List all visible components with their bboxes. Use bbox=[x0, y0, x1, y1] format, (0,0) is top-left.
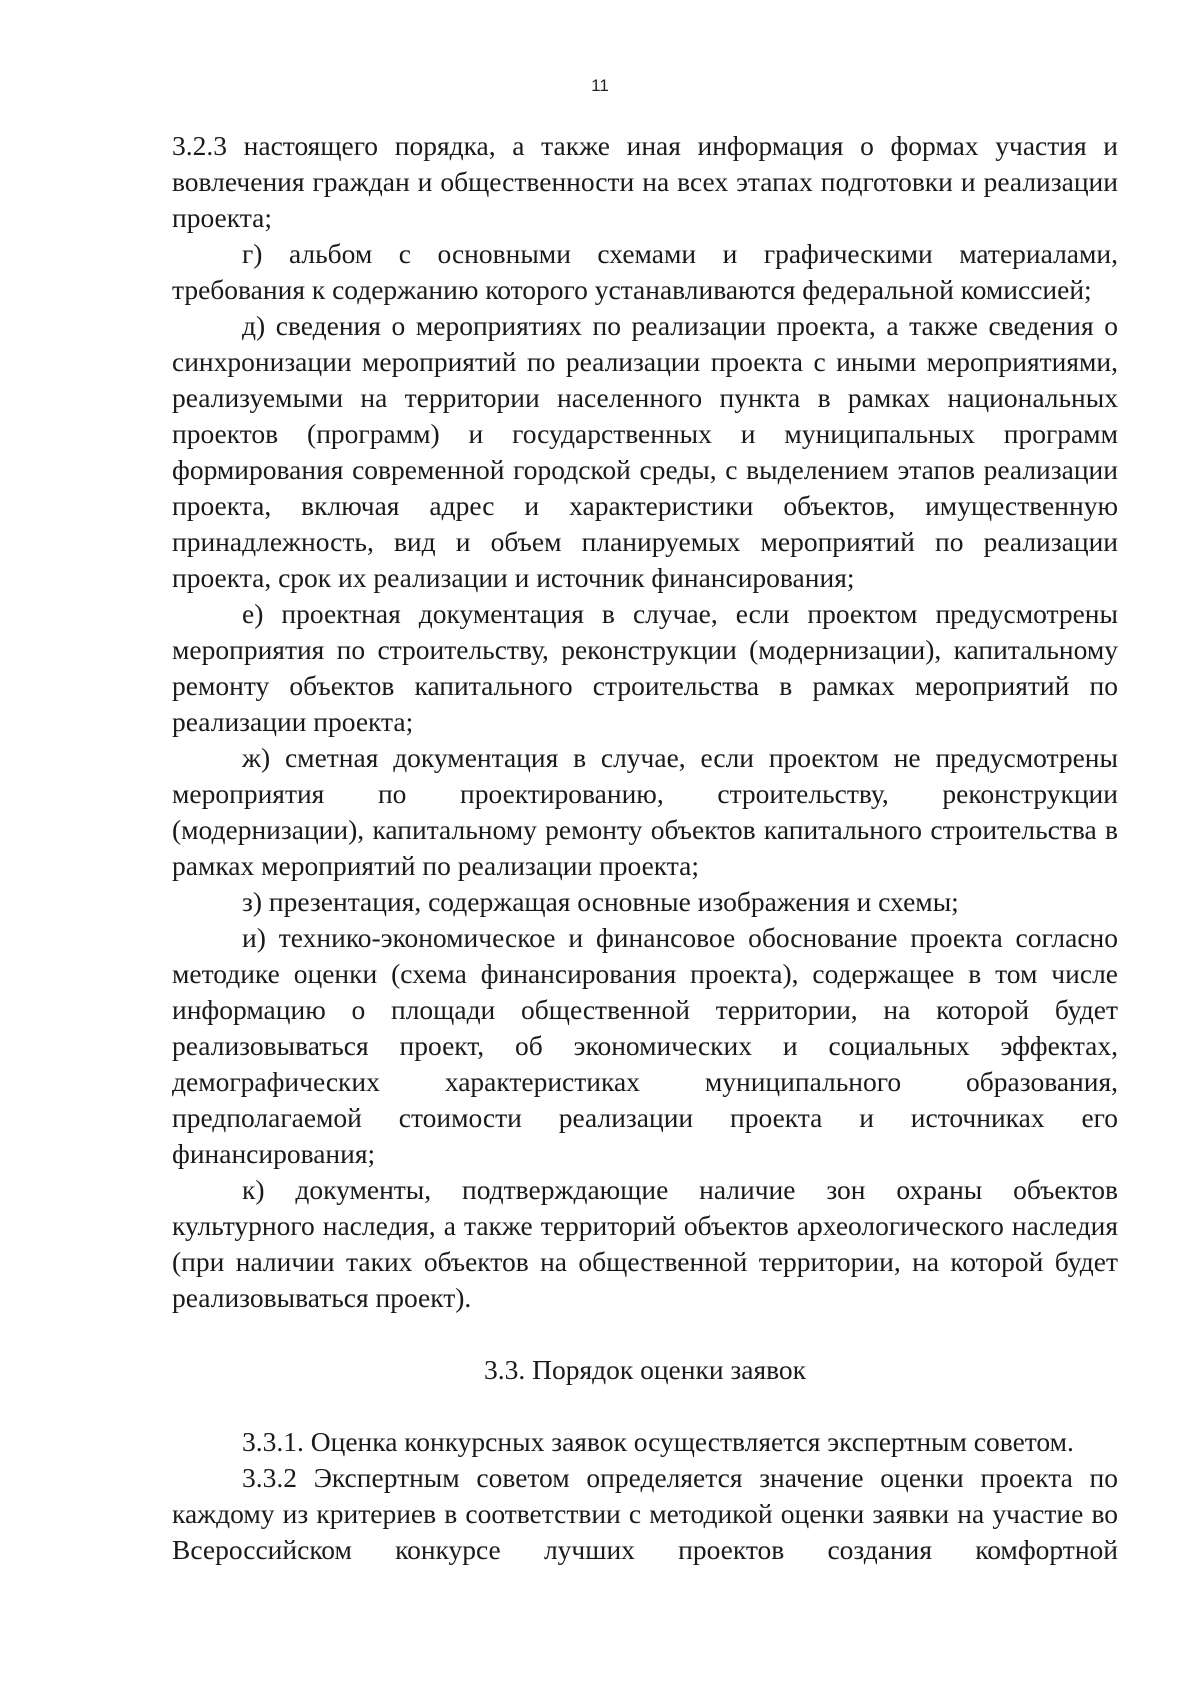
paragraph-item-g: г) альбом с основными схемами и графическими материалами, требования к содержанию которого устанавливаются федеральной комиссией; bbox=[172, 238, 1118, 305]
paragraph-item-z: з) презентация, содержащая основные изображения и схемы; bbox=[242, 886, 959, 917]
paragraph-item-d: д) сведения о мероприятиях по реализации проекта, а также сведения о синхронизации мероприятий по реализации проекта с иными мероприятиями, реализуемыми на территории населенного пункта в рамках национальных проектов (программ) и государственных и муниципальных программ формирования современной городской среды, с выделением этапов реализации проекта, включая адрес и характеристики объектов, имущественную принадлежность, вид и объем планируемых мероприятий по реализации проекта, срок их реализации и источник финансирования; bbox=[172, 310, 1118, 593]
paragraph-item-i: и) технико-экономическое и финансовое обоснование проекта согласно методике оценки (схема финансирования проекта), содержащее в том числе информацию о площади общественной территории, на которой будет реализовываться проект, об экономических и социальных эффектах, демографических характеристиках муниципального образования, предполагаемой стоимости реализации проекта и источниках его финансирования; bbox=[172, 922, 1118, 1169]
page-number: 11 bbox=[591, 76, 609, 95]
paragraph-3-3-2: 3.3.2 Экспертным советом определяется значение оценки проекта по каждому из критериев в соответствии с методикой оценки заявки на участие во Всероссийском конкурсе лучших проектов создания комфортной bbox=[172, 1462, 1118, 1565]
document-body bbox=[172, 128, 1118, 1568]
paragraph-item-k: к) документы, подтверждающие наличие зон охраны объектов культурного наследия, а также территорий объектов археологического наследия (при наличии таких объектов на общественной территории, на которой будет реализовываться проект). bbox=[172, 1174, 1118, 1313]
paragraph-item-zh: ж) сметная документация в случае, если проектом не предусмотрены мероприятия по проектированию, строительству, реконструкции (модернизации), капитальному ремонту объектов капитального строительства в рамках мероприятий по реализации проекта; bbox=[172, 742, 1118, 881]
paragraph-item-e: е) проектная документация в случае, если проектом предусмотрены мероприятия по строительству, реконструкции (модернизации), капитальному ремонту объектов капитального строительства в рамках мероприятий по реализации проекта; bbox=[172, 598, 1118, 737]
paragraph-continuation-3-2-3: 3.2.3 настоящего порядка, а также иная информация о формах участия и вовлечения граждан и общественности на всех этапах подготовки и реализации проекта; bbox=[172, 130, 1118, 233]
section-heading: 3.3. Порядок оценки заявок bbox=[483, 1354, 807, 1385]
paragraph-3-3-1: 3.3.1. Оценка конкурсных заявок осуществляется экспертным советом. bbox=[242, 1426, 1074, 1457]
